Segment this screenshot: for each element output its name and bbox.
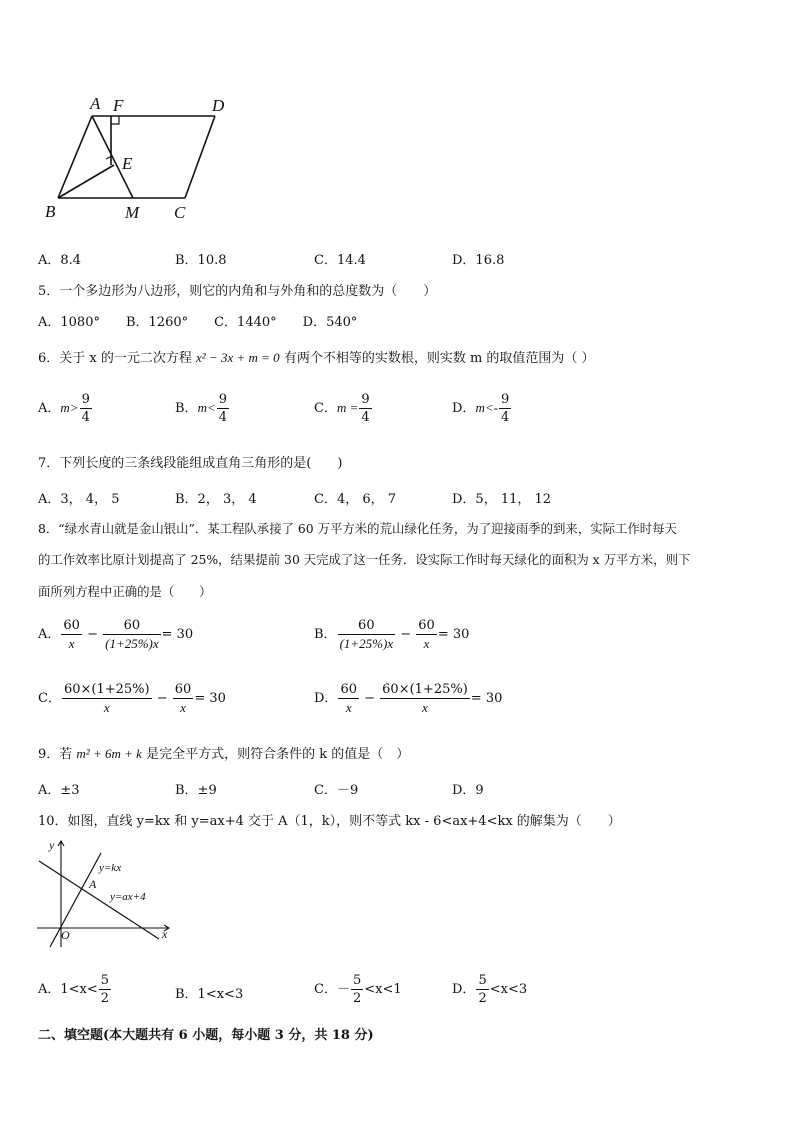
q8-option-b[interactable]: B． $\frac{60}{(1+25\%)x}$ − $\frac{60}{x}$ = 30 xyxy=(314,618,470,651)
segment-BE xyxy=(58,165,114,198)
q6-option-b-rel: m< xyxy=(197,400,216,415)
q8-option-c-d2: x xyxy=(180,700,186,715)
q8-option-b-n1: 60 xyxy=(338,617,396,635)
q4-option-a[interactable]: A．8.4 xyxy=(38,253,82,268)
q8-option-b-frac1 xyxy=(338,617,396,652)
line-kx-label: y=kx xyxy=(99,862,122,874)
q10-option-c-label: C．－ xyxy=(314,982,350,997)
label-D: D xyxy=(212,96,225,115)
q8-option-b-label: B． xyxy=(314,627,337,642)
q6-option-a-label: A． xyxy=(38,401,61,416)
q8-option-a-frac2 xyxy=(103,617,161,652)
q6-option-d-label: D． xyxy=(452,401,476,416)
q8-stem-line1: 8．“绿水青山就是金山银山”．某工程队承接了 60 万平方米的荒山绿化任务，为了迎接雨季的到来，实际工作时每天 xyxy=(38,521,677,536)
section-2-heading: 二、填空题(本大题共有 6 小题，每小题 3 分，共 18 分) xyxy=(38,1028,374,1043)
q8-stem-line3: 面所列方程中正确的是（ ） xyxy=(38,584,212,599)
label-M: M xyxy=(125,203,140,222)
q7-option-d[interactable]: D．5， 11， 12 xyxy=(452,492,552,507)
q6-option-b-label: B． xyxy=(175,401,198,416)
q8-option-c-n1: 60×(1+25%) xyxy=(63,682,150,697)
q6-option-d[interactable] xyxy=(452,391,512,426)
q8-option-b-rhs: = 30 xyxy=(437,627,470,642)
q10-option-c-fraction xyxy=(351,972,363,1007)
y-axis-label: y xyxy=(49,838,55,852)
q7-stem: 7．下列长度的三条线段能组成直角三角形的是( ) xyxy=(38,456,343,471)
q8-option-c-frac2 xyxy=(173,681,194,716)
q10-option-d-fraction xyxy=(476,972,488,1007)
q9-stem-pre: 9．若 xyxy=(38,747,73,762)
q9-option-c[interactable]: C．－9 xyxy=(314,783,359,798)
q10-option-d-den: 2 xyxy=(478,991,487,1006)
q8-stem-line2: 的工作效率比原计划提高了 25%，结果提前 30 天完成了这一任务．设实际工作时每天绿化的面积为 x 万平方米，则下 xyxy=(38,552,691,567)
q10-option-a[interactable] xyxy=(38,972,112,1007)
parallelogram-figure xyxy=(40,90,250,225)
segment-AB xyxy=(58,116,92,198)
q10-option-c-num: 5 xyxy=(352,973,362,988)
q8-option-b-d2: x xyxy=(423,636,430,651)
q8-option-d-label: D． xyxy=(314,691,338,706)
q8-option-a-rhs: = 30 xyxy=(161,627,194,642)
q4-option-d[interactable]: D．16.8 xyxy=(452,253,505,268)
q8-option-b-frac2 xyxy=(416,617,437,652)
q8-option-d-n2: 60×(1+25%) xyxy=(382,682,468,697)
q8-option-d[interactable]: D． $\frac{60}{x}$ − $\frac{60\times(1+25\%)}{x}$ = 30 xyxy=(314,682,503,715)
label-E: E xyxy=(122,154,133,173)
q6-option-d-den: 4 xyxy=(500,410,510,425)
q8-option-a-n2: 60 xyxy=(103,617,161,635)
label-F: F xyxy=(113,96,124,115)
q8-option-d-d1: x xyxy=(345,700,352,715)
right-angle-F xyxy=(111,116,119,124)
q10-option-a-label: A．1<x< xyxy=(38,982,98,997)
q10-option-c-tail: <x<1 xyxy=(364,982,402,997)
q8-option-a-d2: (1+25%)x xyxy=(105,636,159,651)
q6-option-a-rel: m> xyxy=(60,400,79,415)
q8-option-c-label: C． xyxy=(38,691,61,706)
q9-option-a[interactable]: A．±3 xyxy=(38,783,80,798)
x-axis-label: x xyxy=(162,927,168,941)
q6-stem-post: 有两个不相等的实数根，则实数 m 的取值范围为（ ） xyxy=(283,351,595,366)
q6-stem-pre: 6．关于 x 的一元二次方程 xyxy=(38,351,192,366)
q5-stem: 5．一个多边形为八边形，则它的内角和与外角和的总度数为（ ） xyxy=(38,284,437,299)
q6-option-c-den: 4 xyxy=(361,410,370,425)
q8-option-b-n2: 60 xyxy=(418,618,435,633)
line-ax4-label: y=ax+4 xyxy=(110,891,146,903)
q8-option-a-label: A． xyxy=(38,627,61,642)
q10-option-d[interactable] xyxy=(452,972,527,1007)
segment-DC xyxy=(185,116,215,198)
q8-option-c-frac1 xyxy=(62,681,152,716)
q9-option-b[interactable]: B．±9 xyxy=(175,783,217,798)
q8-option-c-d1: x xyxy=(103,700,110,715)
q6-option-c[interactable] xyxy=(314,391,373,426)
q6-option-b[interactable] xyxy=(175,391,230,426)
q8-option-d-n1: 60 xyxy=(340,682,357,697)
point-a-label: A xyxy=(89,877,97,891)
q8-option-d-d2: x xyxy=(422,700,428,715)
q10-option-c-den: 2 xyxy=(352,991,362,1006)
q8-option-b-d1: (1+25%)x xyxy=(339,636,394,651)
line-y-kx xyxy=(50,853,101,947)
label-C: C xyxy=(174,203,186,222)
q7-option-b[interactable]: B．2， 3， 4 xyxy=(175,492,257,507)
label-A: A xyxy=(90,94,101,113)
q8-option-d-rhs: = 30 xyxy=(470,691,503,706)
q10-stem: 10．如图，直线 y=kx 和 y=ax+4 交于 A（1，k），则不等式 kx - 6<ax+4<kx 的解集为（ ） xyxy=(38,814,621,829)
q6-option-a-num: 9 xyxy=(81,392,90,407)
q6-stem xyxy=(38,347,595,366)
q9-stem xyxy=(38,743,409,762)
q8-option-c[interactable]: C． $\frac{60\times(1+25\%)}{x}$ − $\frac{60}{x}$ = 30 xyxy=(38,682,226,715)
q4-option-b[interactable]: B．10.8 xyxy=(175,253,227,268)
q6-option-d-fraction xyxy=(499,391,511,426)
q10-option-c[interactable] xyxy=(314,972,402,1007)
q4-option-c[interactable]: C．14.4 xyxy=(314,253,366,268)
q8-option-c-n2: 60 xyxy=(174,682,192,697)
q6-equation: x² − 3x + m = 0 xyxy=(196,350,280,365)
q6-option-d-num: 9 xyxy=(500,392,510,407)
q6-option-c-num: 9 xyxy=(361,392,370,407)
q8-option-a-frac1 xyxy=(61,617,82,652)
label-B: B xyxy=(45,202,56,221)
q8-option-d-frac1 xyxy=(338,681,359,716)
q10-option-a-den: 2 xyxy=(100,991,110,1006)
q8-option-a[interactable]: A． $\frac{60}{x}$ − $\frac{60}{(1+25\%)x}$ = 30 xyxy=(38,618,194,651)
q10-option-b[interactable]: B．1<x<3 xyxy=(175,987,244,1002)
q6-option-c-label: C． xyxy=(314,401,337,416)
q10-option-d-tail: <x<3 xyxy=(489,982,528,997)
q6-option-b-den: 4 xyxy=(218,410,228,425)
q10-option-a-num: 5 xyxy=(100,973,110,988)
q6-option-a-fraction xyxy=(80,391,92,426)
q6-option-d-rel: m<- xyxy=(475,400,498,415)
q8-option-d-frac2 xyxy=(380,681,470,716)
q7-option-a[interactable]: A．3， 4， 5 xyxy=(38,492,120,507)
q8-option-a-d1: x xyxy=(68,636,75,651)
q6-option-b-num: 9 xyxy=(218,392,228,407)
q6-option-c-fraction xyxy=(359,391,371,426)
q8-option-c-rhs: = 30 xyxy=(194,691,226,706)
q10-option-d-label: D． xyxy=(452,982,476,997)
q6-option-c-rel: m = xyxy=(336,400,359,415)
q7-option-c[interactable]: C．4， 6， 7 xyxy=(314,492,397,507)
q9-stem-post: 是完全平方式，则符合条件的 k 的值是（ ） xyxy=(146,747,410,762)
q6-option-a-den: 4 xyxy=(81,410,90,425)
linear-functions-graph xyxy=(35,835,180,950)
q6-option-a[interactable] xyxy=(38,391,93,426)
q10-option-a-fraction xyxy=(99,972,111,1007)
origin-label: O xyxy=(61,928,70,942)
q5-options[interactable]: A．1080° B．1260° C．1440° D．540° xyxy=(38,315,358,330)
q8-option-a-n1: 60 xyxy=(63,618,80,633)
q6-option-b-fraction xyxy=(217,391,229,426)
q9-option-d[interactable]: D．9 xyxy=(452,783,484,798)
q10-option-d-num: 5 xyxy=(478,973,487,988)
q9-expression: m² + 6m + k xyxy=(76,746,142,761)
